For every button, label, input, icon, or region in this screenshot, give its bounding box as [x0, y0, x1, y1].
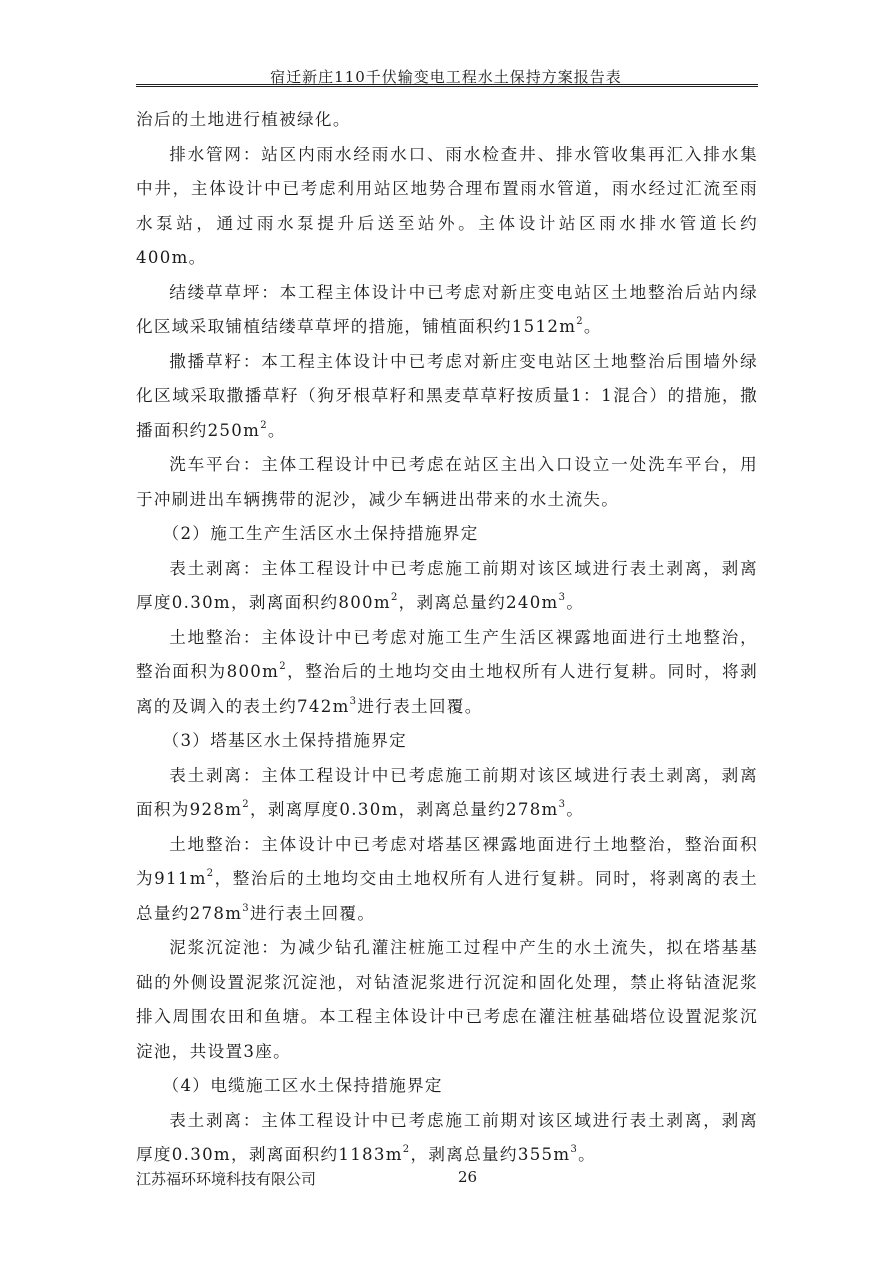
paragraph-land-remediation: 土地整治：主体设计中已考虑对施工生产生活区裸露地面进行土地整治，整治面积为$800m^2$，整治后的土地均交由土地权所有人进行复耕。同时，将剥离的及调入的表土约$742m^3$进行表土回覆。	[136, 627, 758, 716]
page-number: 26	[458, 1168, 478, 1186]
paragraph: 治后的土地进行植被绿化。	[136, 110, 351, 129]
paragraph-grass-seeding: 撒播草籽：本工程主体设计中已考虑对新庄变电站区土地整治后围墙外绿化区域采取撒播草籽（狗牙根草籽和黑麦草草籽按质量1：1混合）的措施，撒播面积约$250m^2$。	[136, 351, 758, 440]
paragraph-mud-settling-pond: 泥浆沉淀池：为减少钻孔灌注桩施工过程中产生的水土流失，拟在塔基基础的外侧设置泥浆沉淀池，对钻渣泥浆进行沉淀和固化处理，禁止将钻渣泥浆排入周围农田和鱼塘。本工程主体设计中已考虑在灌注桩基础塔位设置泥浆沉淀池，共设置3座。	[136, 938, 758, 1061]
page-footer	[136, 1168, 758, 1188]
header-divider	[136, 84, 758, 87]
section-heading: （3）塔基区水土保持措施界定	[162, 731, 408, 750]
footer-company-name: 江苏福环环境科技有限公司	[136, 1170, 317, 1188]
document-body	[136, 103, 758, 1173]
paragraph-drainage-network: 排水管网：站区内雨水经雨水口、雨水检查井、排水管收集再汇入排水集中井，主体设计中已考虑利用站区地势合理布置雨水管道，雨水经过汇流至雨水泵站，通过雨水泵提升后送至站外。主体设计站区雨水排水管道长约400m。	[136, 144, 758, 267]
paragraph-topsoil-stripping: 表土剥离：主体工程设计中已考虑施工前期对该区域进行表土剥离，剥离面积为$928m^2$，剥离厚度0.30m，剥离总量约$278m^3$。	[136, 765, 758, 819]
paragraph-car-wash-platform: 洗车平台：主体工程设计中已考虑在站区主出入口设立一处洗车平台，用于冲刷进出车辆携带的泥沙，减少车辆进出带来的水土流失。	[136, 455, 758, 509]
paragraph-topsoil-stripping: 表土剥离：主体工程设计中已考虑施工前期对该区域进行表土剥离，剥离厚度0.30m，剥离面积约$800m^2$，剥离总量约$240m^3$。	[136, 558, 758, 612]
paragraph-land-remediation: 土地整治：主体设计中已考虑对塔基区裸露地面进行土地整治，整治面积为$911m^2$，整治后的土地均交由土地权所有人进行复耕。同时，将剥离的表土总量约$278m^3$进行表土回覆。	[136, 834, 758, 923]
paragraph-zoysia-lawn: 结缕草草坪：本工程主体设计中已考虑对新庄变电站区土地整治后站内绿化区域采取铺植结缕草草坪的措施，铺植面积约$1512m^2$。	[136, 282, 758, 336]
section-heading: （4）电缆施工区水土保持措施界定	[162, 1076, 443, 1095]
section-heading: （2）施工生产生活区水土保持措施界定	[162, 524, 479, 543]
paragraph-topsoil-stripping: 表土剥离：主体工程设计中已考虑施工前期对该区域进行表土剥离，剥离厚度0.30m，剥离面积约$1183m^2$，剥离总量约$355m^3$。	[136, 1110, 758, 1164]
page-header-title: 宿迁新庄110千伏输变电工程水土保持方案报告表	[270, 68, 622, 86]
